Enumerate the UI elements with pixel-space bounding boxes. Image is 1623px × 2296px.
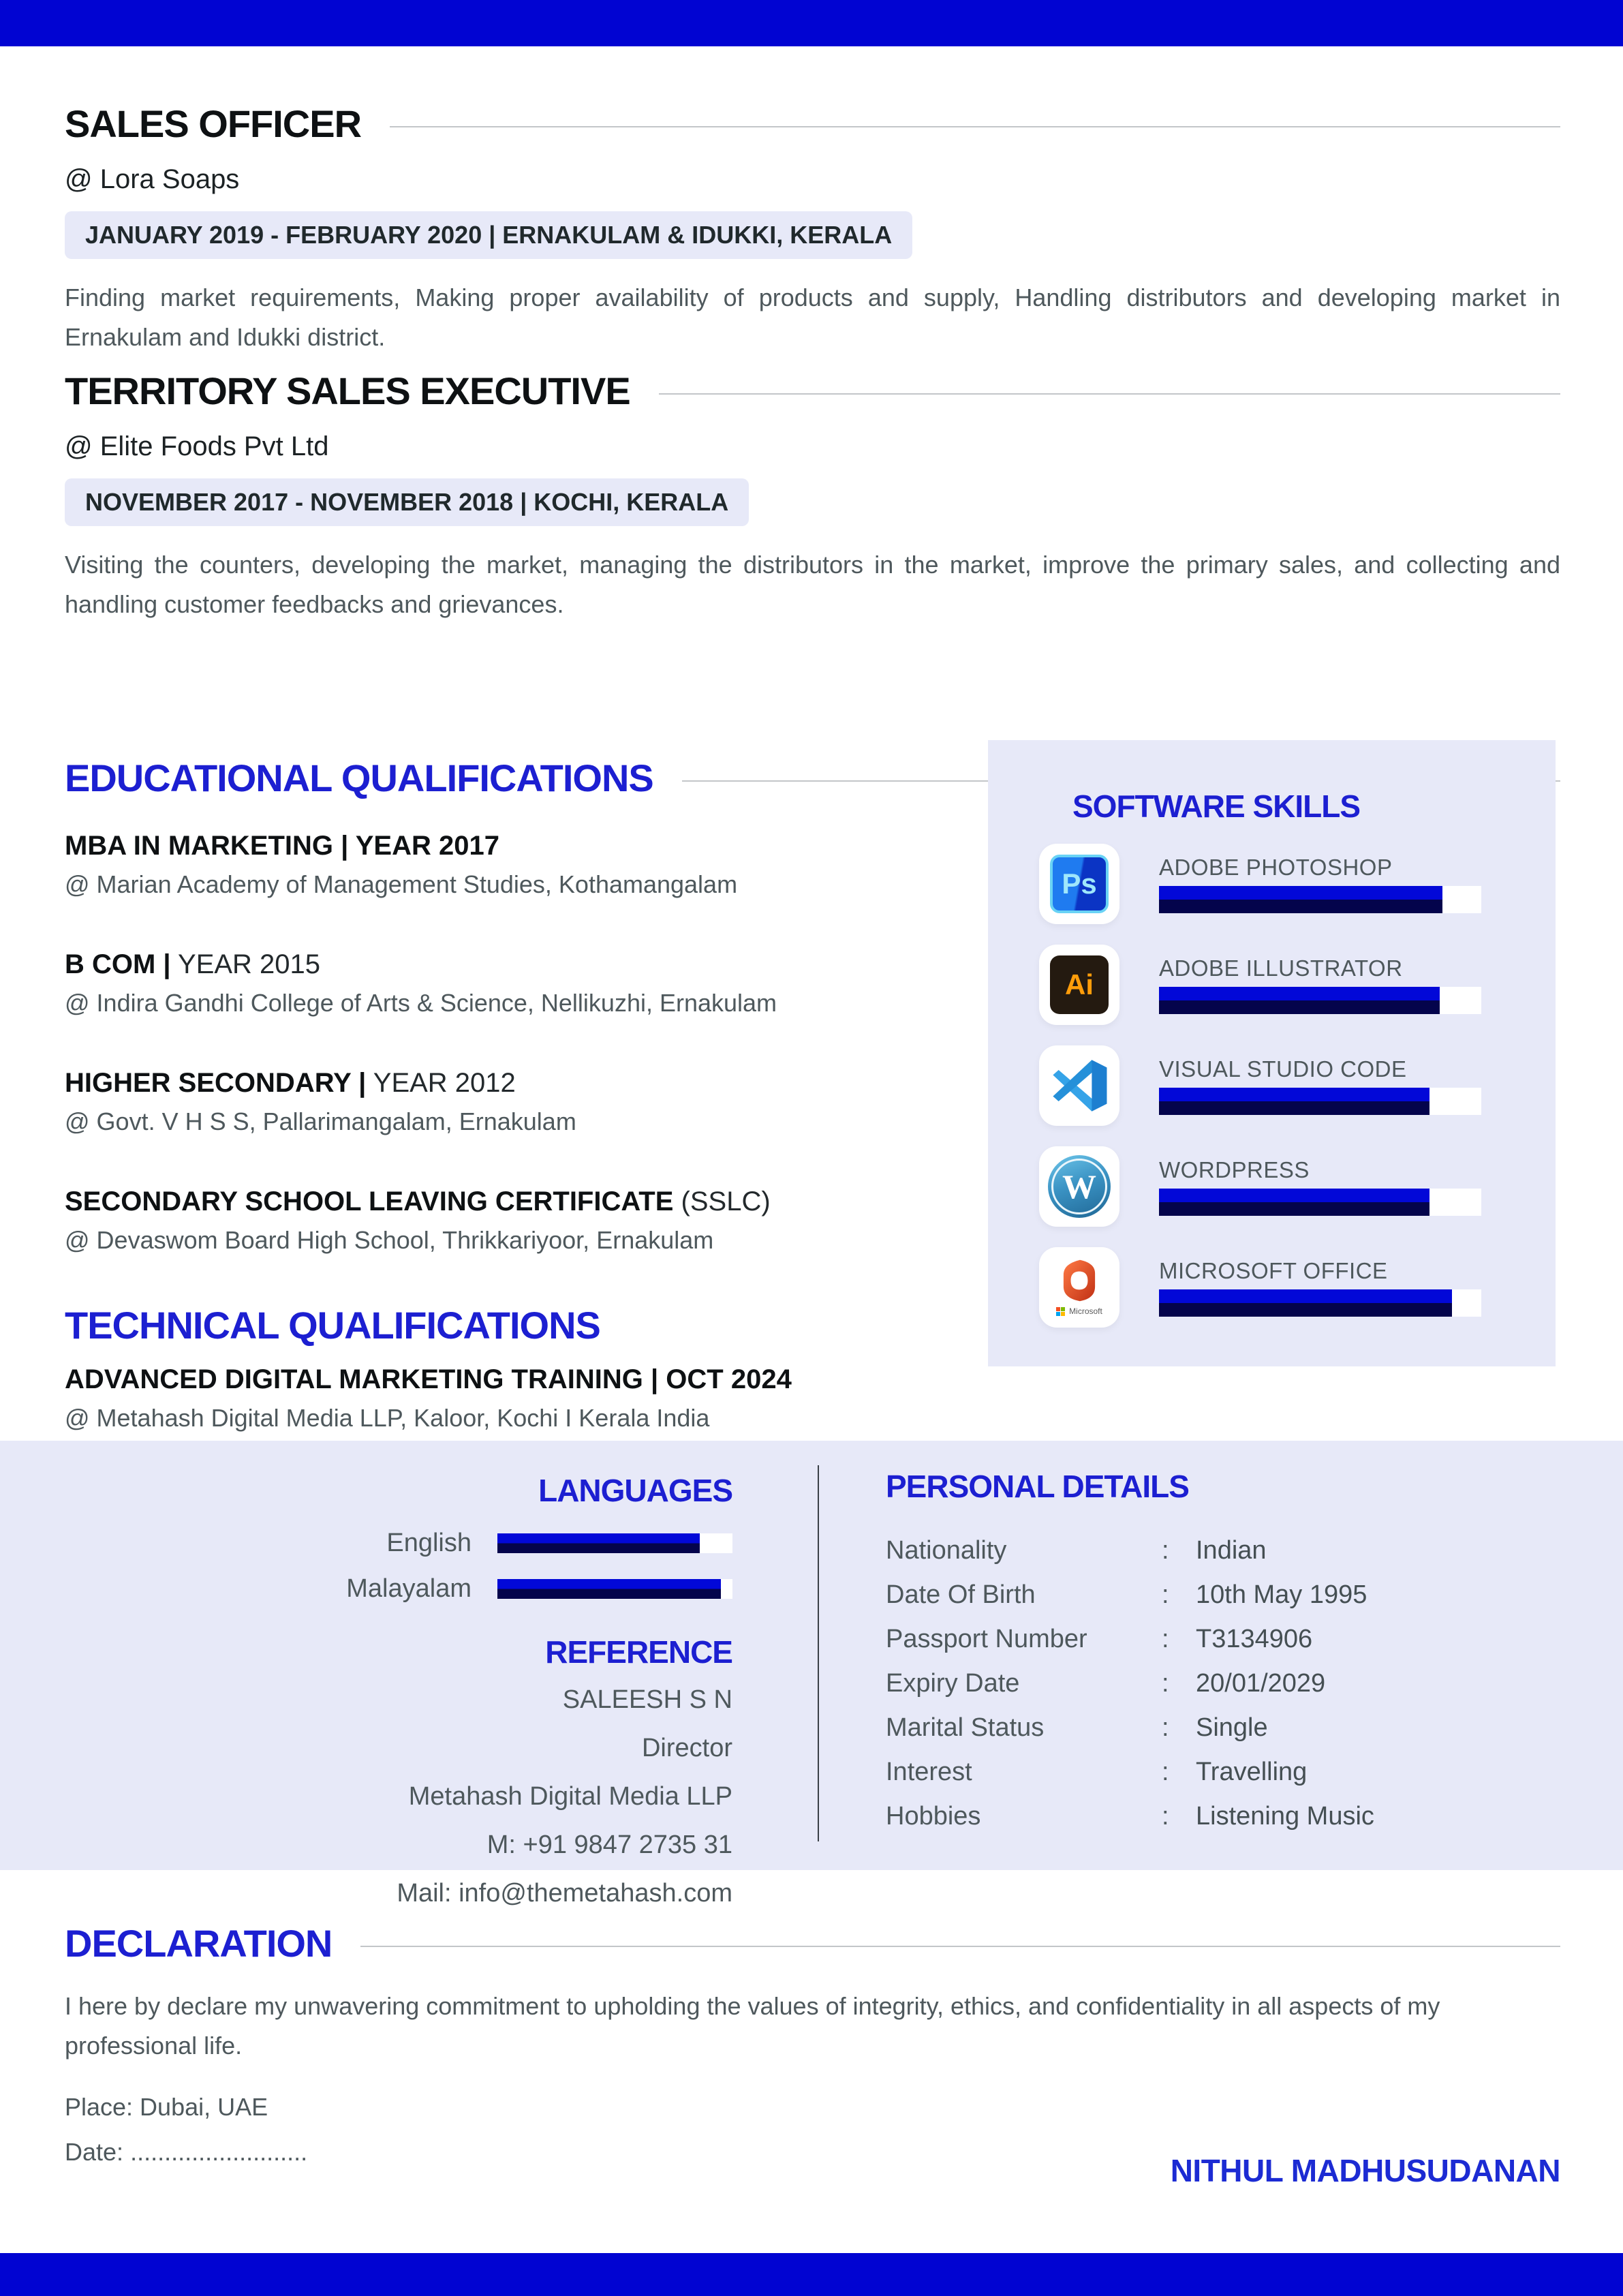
skill-bar-fill (1159, 1088, 1429, 1115)
wordpress-logo-glyph: W (1051, 1159, 1107, 1214)
detail-value: Listening Music (1196, 1802, 1374, 1831)
top-accent-bar (0, 0, 1623, 46)
bottom-accent-bar (0, 2253, 1623, 2296)
job-description: Visiting the counters, developing the market, managing the distributors in the market, improve the primary sales, and collecting and handling customer feedbacks and grievances. (65, 551, 1560, 619)
skill-row-vscode (1039, 1045, 1556, 1126)
skill-label: ADOBE PHOTOSHOP (1159, 855, 1393, 880)
detail-label: Nationality (886, 1536, 1007, 1565)
software-skills-heading: SOFTWARE SKILLS (1072, 789, 1360, 824)
office-logo-wrap (1056, 1259, 1102, 1316)
personal-detail-row (886, 1573, 1374, 1617)
personal-detail-row (886, 1662, 1374, 1706)
reference-company: Metahash Digital Media LLP (408, 1782, 732, 1811)
reference-role: Director (641, 1734, 732, 1763)
software-skills-panel (988, 740, 1556, 1366)
declaration-text: I here by declare my unwavering commitment to upholding the values of integrity, ethics, and confidentiality in all aspects of my professional life. (65, 1992, 1440, 2060)
languages-reference-column (242, 1472, 732, 1913)
job-title-row (65, 101, 1560, 147)
info-band (0, 1441, 1623, 1908)
illustrator-logo-glyph: Ai (1050, 955, 1109, 1014)
personal-detail-row (886, 1617, 1374, 1662)
declaration-heading-row (65, 1920, 1560, 1966)
wordpress-icon (1039, 1146, 1119, 1227)
detail-separator: : (1162, 1713, 1169, 1743)
detail-separator: : (1162, 1758, 1169, 1787)
personal-detail-row (886, 1706, 1374, 1750)
skill-label: WORDPRESS (1159, 1157, 1310, 1182)
language-bar-fill (497, 1579, 721, 1599)
skill-label: ADOBE ILLUSTRATOR (1159, 955, 1403, 981)
job-description: Finding market requirements, Making proper availability of products and supply, Handling distributors and developing market in Ernakulam and Idukki district. (65, 284, 1560, 352)
skill-info (1159, 1157, 1481, 1216)
vscode-icon (1039, 1045, 1119, 1126)
detail-value: T3134906 (1196, 1625, 1313, 1654)
personal-detail-row (886, 1750, 1374, 1794)
job-period-badge: JANUARY 2019 - FEBRUARY 2020 | ERNAKULAM & IDUKKI, KERALA (65, 211, 912, 259)
education-title-main: B COM | (65, 949, 171, 980)
declaration-place: Place: Dubai, UAE (65, 2093, 268, 2122)
reference-email: Mail: info@themetahash.com (397, 1879, 732, 1908)
heading-divider-line (390, 126, 1560, 127)
detail-separator: : (1162, 1580, 1169, 1610)
date-dots: .......................... (130, 2138, 308, 2167)
declaration-section (65, 1920, 1560, 2188)
education-institution: @ Indira Gandhi College of Arts & Science, Nellikuzhi, Ernakulam (65, 989, 777, 1017)
microsoft-logo-icon (1056, 1307, 1065, 1316)
skill-bar-fill (1159, 987, 1440, 1014)
job-title: SALES OFFICER (65, 102, 362, 145)
technical-title (65, 1362, 1560, 1397)
vertical-divider (818, 1465, 819, 1841)
detail-label: Interest (886, 1758, 972, 1787)
skill-row-msoffice (1039, 1247, 1556, 1328)
job-company: @ Lora Soaps (65, 164, 240, 195)
reference-heading: REFERENCE (545, 1634, 732, 1670)
detail-value: 20/01/2029 (1196, 1669, 1326, 1698)
skill-bar (1159, 886, 1481, 913)
skill-bar (1159, 1289, 1481, 1317)
experience-territory-sales-executive (65, 368, 1560, 624)
education-heading: EDUCATIONAL QUALIFICATIONS (65, 756, 653, 799)
microsoft-label: Microsoft (1069, 1306, 1102, 1316)
skill-info (1159, 1258, 1481, 1317)
heading-divider-line (360, 1946, 1560, 1947)
education-item (65, 828, 971, 899)
language-bar-fill (497, 1533, 700, 1553)
language-label: English (386, 1529, 472, 1558)
skill-info (1159, 1056, 1481, 1115)
skill-label: MICROSOFT OFFICE (1159, 1258, 1388, 1283)
detail-value: 10th May 1995 (1196, 1580, 1367, 1610)
photoshop-logo-glyph: Ps (1050, 855, 1109, 913)
detail-label: Passport Number (886, 1625, 1087, 1654)
education-title-year: YEAR 2015 (170, 949, 321, 980)
microsoft-wordmark (1056, 1306, 1102, 1316)
skill-bar (1159, 1088, 1481, 1115)
date-label: Date: (65, 2138, 124, 2167)
declaration-heading: DECLARATION (65, 1922, 333, 1965)
job-period-badge: NOVEMBER 2017 - NOVEMBER 2018 | KOCHI, KERALA (65, 478, 749, 526)
job-title: TERRITORY SALES EXECUTIVE (65, 369, 630, 412)
education-title (65, 947, 971, 982)
skill-bar-fill (1159, 1289, 1452, 1317)
detail-value: Travelling (1196, 1758, 1308, 1787)
personal-detail-row (886, 1529, 1374, 1573)
education-institution: @ Govt. V H S S, Pallarimangalam, Ernakulam (65, 1107, 576, 1136)
wordpress-logo (1048, 1155, 1111, 1218)
skill-info (1159, 855, 1481, 913)
personal-details-column (886, 1468, 1374, 1839)
detail-separator: : (1162, 1536, 1169, 1565)
heading-divider-line (659, 393, 1560, 395)
reference-name: SALEESH S N (562, 1685, 732, 1715)
education-title-year: YEAR 2012 (366, 1068, 516, 1099)
msoffice-icon (1039, 1247, 1119, 1328)
education-title (65, 1184, 971, 1219)
languages-heading: LANGUAGES (538, 1473, 732, 1508)
education-title-main: SECONDARY SCHOOL LEAVING CERTIFICATE (65, 1187, 674, 1217)
education-item (65, 1065, 971, 1136)
skill-label: VISUAL STUDIO CODE (1159, 1056, 1407, 1082)
technical-title-main: ADVANCED DIGITAL MARKETING TRAINING | OCT 2024 (65, 1364, 792, 1395)
personal-details-heading: PERSONAL DETAILS (886, 1469, 1189, 1504)
experience-sales-officer (65, 101, 1560, 357)
education-title-main: HIGHER SECONDARY | (65, 1068, 367, 1099)
language-row (242, 1574, 732, 1604)
job-company: @ Elite Foods Pvt Ltd (65, 431, 329, 462)
detail-separator: : (1162, 1802, 1169, 1831)
education-title-year: (SSLC) (673, 1187, 771, 1217)
education-items (65, 828, 971, 1255)
skill-bar (1159, 1189, 1481, 1216)
detail-value: Indian (1196, 1536, 1267, 1565)
education-title (65, 828, 971, 863)
skill-bar-fill (1159, 886, 1442, 913)
detail-value: Single (1196, 1713, 1268, 1743)
office-logo (1060, 1259, 1099, 1302)
language-rows (242, 1529, 732, 1604)
education-title (65, 1065, 971, 1101)
education-institution: @ Marian Academy of Management Studies, Kothamangalam (65, 870, 738, 899)
education-item (65, 1184, 971, 1255)
technical-item (65, 1362, 1560, 1433)
personal-details-rows (886, 1529, 1374, 1839)
vscode-logo (1048, 1054, 1111, 1117)
personal-detail-row (886, 1794, 1374, 1839)
skill-info (1159, 955, 1481, 1014)
language-row (242, 1529, 732, 1558)
technical-heading: TECHNICAL QUALIFICATIONS (65, 1304, 600, 1347)
reference-phone: M: +91 9847 2735 31 (486, 1831, 732, 1860)
detail-label: Marital Status (886, 1713, 1045, 1743)
education-institution: @ Devaswom Board High School, Thrikkariyoor, Ernakulam (65, 1226, 714, 1255)
skill-row-photoshop (1039, 844, 1556, 924)
detail-separator: : (1162, 1625, 1169, 1654)
job-title-row (65, 368, 1560, 414)
detail-separator: : (1162, 1669, 1169, 1698)
technical-institution: @ Metahash Digital Media LLP, Kaloor, Kochi I Kerala India (65, 1404, 710, 1433)
illustrator-icon (1039, 945, 1119, 1025)
photoshop-icon (1039, 844, 1119, 924)
skill-row-wordpress (1039, 1146, 1556, 1227)
language-label: Malayalam (346, 1574, 472, 1604)
education-title-main: MBA IN MARKETING | YEAR 2017 (65, 831, 499, 861)
skill-bar (1159, 987, 1481, 1014)
language-bar (497, 1533, 732, 1553)
detail-label: Date Of Birth (886, 1580, 1036, 1610)
skill-bar-fill (1159, 1189, 1429, 1216)
skill-row-illustrator (1039, 945, 1556, 1025)
language-bar (497, 1579, 732, 1599)
detail-label: Expiry Date (886, 1669, 1020, 1698)
detail-label: Hobbies (886, 1802, 981, 1831)
education-item (65, 947, 971, 1017)
signature-name: NITHUL MADHUSUDANAN (1170, 2153, 1560, 2188)
